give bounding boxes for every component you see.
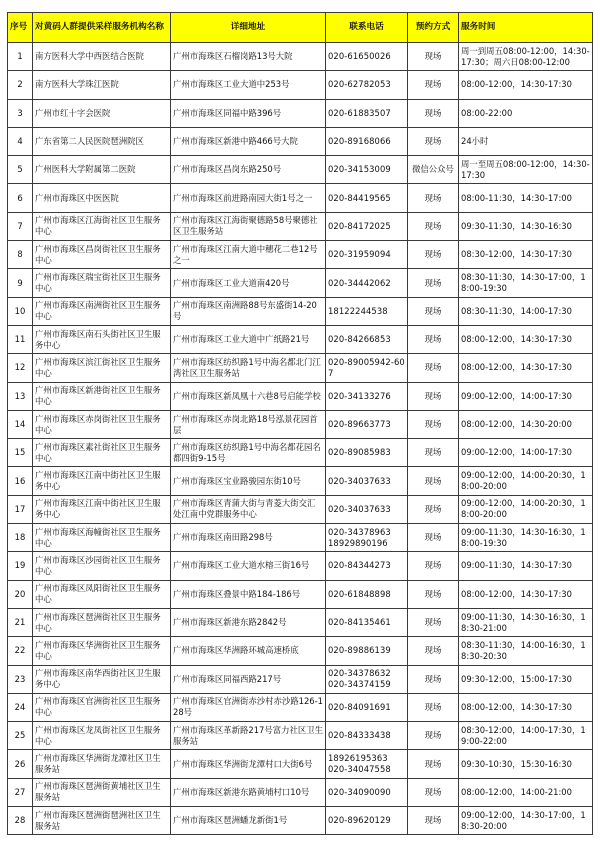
table-row	[8, 212, 593, 240]
booking-method: 现场	[408, 71, 459, 99]
site-address: 广州市海珠区南田路298号	[171, 524, 326, 552]
booking-method: 现场	[408, 127, 459, 155]
table-row	[8, 354, 593, 382]
site-address: 广州市海珠区纺织路1号中海名都花园名都四街9-15号	[171, 439, 326, 467]
site-phone	[326, 241, 408, 269]
header-index: 序号	[8, 13, 33, 43]
row-index: 20	[8, 580, 33, 608]
row-index: 16	[8, 467, 33, 495]
table-row	[8, 439, 593, 467]
row-index: 19	[8, 552, 33, 580]
row-index: 3	[8, 99, 33, 127]
phone-number: 020-61650026	[328, 51, 391, 62]
site-name: 广州市海珠区滨江街社区卫生服务中心	[33, 354, 171, 382]
site-address: 广州市海珠区纺织路1号中海名都北门江湾社区卫生服务站	[171, 354, 326, 382]
booking-method: 现场	[408, 269, 459, 297]
site-name: 广州市海珠区海幢街社区卫生服务中心	[33, 524, 171, 552]
site-address: 广州市海珠区琶洲蟠龙新街1号	[171, 807, 326, 835]
table-row	[8, 665, 593, 693]
table-row	[8, 778, 593, 806]
phone-number: 020-62782053	[328, 79, 391, 90]
header-booking: 预约方式	[408, 13, 459, 43]
booking-method: 现场	[408, 693, 459, 721]
phone-number: 020-84266853	[328, 334, 391, 345]
phone-number: 020-84172025	[328, 220, 391, 231]
site-phone	[326, 71, 408, 99]
booking-method: 现场	[408, 241, 459, 269]
booking-method: 现场	[408, 325, 459, 353]
phone-number: 020-89085983	[328, 447, 391, 458]
site-address: 广州市海珠区前进路南园大街1号之一	[171, 184, 326, 212]
row-index: 28	[8, 807, 33, 835]
phone-number: 020-34374159	[328, 679, 391, 690]
site-phone	[326, 410, 408, 438]
booking-method: 现场	[408, 524, 459, 552]
phone-number: 020-84333438	[328, 730, 391, 741]
phone-number: 020-89663773	[328, 419, 391, 429]
site-name: 广州医科大学附属第二医院	[33, 156, 171, 184]
row-index: 26	[8, 750, 33, 778]
site-address: 广州市海珠区新港中路466号大院	[171, 127, 326, 155]
site-name: 广州市海珠区素社街社区卫生服务中心	[33, 439, 171, 467]
table-row	[8, 297, 593, 325]
table-row	[8, 410, 593, 438]
site-phone	[326, 807, 408, 835]
table-row	[8, 722, 593, 750]
site-phone	[326, 269, 408, 297]
booking-method: 现场	[408, 467, 459, 495]
booking-method: 现场	[408, 665, 459, 693]
header-name: 对黄码人群提供采样服务机构名称	[33, 13, 171, 43]
row-index: 11	[8, 325, 33, 353]
phone-number: 020-61848898	[328, 588, 391, 599]
site-name: 南方医科大学珠江医院	[33, 71, 171, 99]
site-address: 广州市海珠区工业大道南420号	[171, 269, 326, 297]
site-name: 广州市海珠区官洲街社区卫生服务中心	[33, 693, 171, 721]
site-address: 广州市海珠区南洲路88号东盛街14-20号	[171, 297, 326, 325]
service-hours: 08:00-12:00，14:00-21:00	[459, 778, 593, 806]
site-name: 广州市海珠区琶洲街琶洲社区卫生服务站	[33, 807, 171, 835]
service-hours: 09:00-11:30，14:30-17:30	[459, 552, 593, 580]
booking-method: 现场	[408, 722, 459, 750]
site-phone	[326, 608, 408, 636]
booking-method: 现场	[408, 580, 459, 608]
table-row	[8, 608, 593, 636]
site-phone	[326, 43, 408, 71]
table-row	[8, 269, 593, 297]
service-hours: 08:00-12:00，14:30-20:00	[459, 410, 593, 438]
booking-method: 现场	[408, 807, 459, 835]
service-hours: 09:30-12:00，15:00-17:30	[459, 665, 593, 693]
site-address: 广州市海珠区革新路217号富力社区卫生服务站	[171, 722, 326, 750]
site-name: 广东省第二人民医院琶洲院区	[33, 127, 171, 155]
phone-number: 020-89168066	[328, 136, 391, 147]
site-address: 广州市海珠区江海街聚德路58号聚德社区卫生服务站	[171, 212, 326, 240]
booking-method: 现场	[408, 410, 459, 438]
service-hours: 08:30-11:30，14:00-17:30	[459, 297, 593, 325]
row-index: 6	[8, 184, 33, 212]
row-index: 21	[8, 608, 33, 636]
site-name: 南方医科大学中西医结合医院	[33, 43, 171, 71]
site-address: 广州市海珠区华洲路环城高速桥底	[171, 637, 326, 665]
table-row	[8, 127, 593, 155]
service-hours: 08:00-11:30，14:30-17:00	[459, 184, 593, 212]
phone-number: 020-34037633	[328, 475, 391, 486]
site-name: 广州市红十字会医院	[33, 99, 171, 127]
service-hours: 24小时	[459, 127, 593, 155]
sampling-sites-sheet	[7, 12, 593, 835]
site-name: 广州市海珠区南洲街社区卫生服务中心	[33, 297, 171, 325]
site-phone	[326, 580, 408, 608]
site-address: 广州市海珠区石榴岗路13号大院	[171, 43, 326, 71]
table-row	[8, 99, 593, 127]
site-phone	[326, 297, 408, 325]
table-row	[8, 184, 593, 212]
service-hours: 08:00-22:00	[459, 99, 593, 127]
phone-number: 020-34133276	[328, 390, 391, 401]
phone-number: 020-34153009	[328, 164, 391, 175]
sampling-sites-table	[7, 12, 593, 835]
site-name: 广州市海珠区华洲街社区卫生服务中心	[33, 637, 171, 665]
table-header-row	[8, 13, 593, 43]
table-row	[8, 325, 593, 353]
booking-method: 现场	[408, 382, 459, 410]
table-row	[8, 71, 593, 99]
row-index: 25	[8, 722, 33, 750]
site-phone	[326, 778, 408, 806]
row-index: 7	[8, 212, 33, 240]
booking-method: 现场	[408, 212, 459, 240]
booking-method: 微信公众号	[408, 156, 459, 184]
site-name: 广州市海珠区江南中街社区卫生服务中心	[33, 495, 171, 523]
service-hours: 09:00-11:30，14:30-16:30，18:30-21:00	[459, 608, 593, 636]
service-hours: 09:00-12:00，14:00-17:30	[459, 382, 593, 410]
table-row	[8, 693, 593, 721]
service-hours: 08:00-12:00，14:30-17:30	[459, 354, 593, 382]
row-index: 12	[8, 354, 33, 382]
row-index: 10	[8, 297, 33, 325]
service-hours: 09:30-10:30，15:30-16:30	[459, 750, 593, 778]
table-body	[8, 43, 593, 835]
service-hours: 08:30-11:30，14:00-16:30，18:30-20:30	[459, 637, 593, 665]
table-row	[8, 524, 593, 552]
row-index: 4	[8, 127, 33, 155]
site-name: 广州市海珠区赤岗街社区卫生服务中心	[33, 410, 171, 438]
header-hours: 服务时间	[459, 13, 593, 43]
header-address: 详细地址	[171, 13, 326, 43]
site-address: 广州市海珠区江南大道中穗花二巷12号之一	[171, 241, 326, 269]
booking-method: 现场	[408, 99, 459, 127]
site-phone	[326, 99, 408, 127]
site-phone	[326, 127, 408, 155]
table-row	[8, 156, 593, 184]
site-name: 广州市海珠区江海街社区卫生服务中心	[33, 212, 171, 240]
service-hours: 08:30-12:00，14:30-17:30	[459, 241, 593, 269]
site-address: 广州市海珠区叠景中路184-186号	[171, 580, 326, 608]
row-index: 15	[8, 439, 33, 467]
row-index: 27	[8, 778, 33, 806]
booking-method: 现场	[408, 354, 459, 382]
site-name: 广州市海珠区琶洲街社区卫生服务中心	[33, 608, 171, 636]
site-address: 广州市海珠区官洲街赤沙村赤沙路126-128号	[171, 693, 326, 721]
service-hours: 周一至周五08:00-12:00，14:30-17:30	[459, 156, 593, 184]
service-hours: 09:00-12:00，14:30-17:00，18:30-20:00	[459, 807, 593, 835]
row-index: 2	[8, 71, 33, 99]
table-row	[8, 807, 593, 835]
row-index: 8	[8, 241, 33, 269]
service-hours: 08:30-11:30，14:30-17:00，18:00-19:30	[459, 269, 593, 297]
site-name: 广州市海珠区昌岗街社区卫生服务中心	[33, 241, 171, 269]
service-hours: 09:00-11:30，14:30-16:30，18:00-19:30	[459, 524, 593, 552]
booking-method: 现场	[408, 552, 459, 580]
phone-number: 18926195363	[328, 753, 388, 764]
site-name: 广州市海珠区瑞宝街社区卫生服务中心	[33, 269, 171, 297]
site-address: 广州市海珠区工业大道水榕三街16号	[171, 552, 326, 580]
row-index: 14	[8, 410, 33, 438]
phone-number: 020-84091691	[328, 701, 391, 712]
header-phone: 联系电话	[326, 13, 408, 43]
site-phone	[326, 156, 408, 184]
service-hours: 09:30-11:30，14:30-16:30	[459, 212, 593, 240]
site-phone	[326, 212, 408, 240]
phone-number: 020-89620129	[328, 815, 391, 826]
phone-number: 020-84135461	[328, 617, 391, 628]
table-row	[8, 637, 593, 665]
site-phone	[326, 495, 408, 523]
phone-number: 18122244538	[328, 305, 388, 316]
service-hours: 09:00-12:00，14:00-20:30，18:00-20:00	[459, 495, 593, 523]
site-phone	[326, 665, 408, 693]
site-phone	[326, 354, 408, 382]
phone-number: 020-89005942-607	[328, 356, 405, 378]
site-phone	[326, 637, 408, 665]
site-name: 广州市海珠区中医医院	[33, 184, 171, 212]
phone-number: 020-84344273	[328, 560, 391, 571]
site-phone	[326, 524, 408, 552]
site-address: 广州市海珠区宝业路骏园东街10号	[171, 467, 326, 495]
site-address: 广州市海珠区新凤凰十六巷8号启能学校	[171, 382, 326, 410]
booking-method: 现场	[408, 778, 459, 806]
row-index: 13	[8, 382, 33, 410]
service-hours: 09:00-12:00，14:00-17:30	[459, 439, 593, 467]
row-index: 5	[8, 156, 33, 184]
site-phone	[326, 750, 408, 778]
phone-number: 020-34047558	[328, 764, 391, 775]
site-address: 广州市海珠区青蒲大街与青菱大街交汇处江南中党群服务中心	[171, 495, 326, 523]
service-hours: 08:00-12:00，14:30-17:30	[459, 580, 593, 608]
row-index: 17	[8, 495, 33, 523]
site-name: 广州市海珠区南华西街社区卫生服务中心	[33, 665, 171, 693]
service-hours: 08:00-12:00，14:30-17:30	[459, 71, 593, 99]
row-index: 24	[8, 693, 33, 721]
booking-method: 现场	[408, 750, 459, 778]
site-address: 广州市海珠区同福中路396号	[171, 99, 326, 127]
booking-method: 现场	[408, 43, 459, 71]
site-phone	[326, 552, 408, 580]
phone-number: 020-61883507	[328, 107, 391, 118]
service-hours: 08:00-12:00，14:30-17:30	[459, 325, 593, 353]
site-address: 广州市海珠区新港东路2842号	[171, 608, 326, 636]
phone-number: 020-34378963	[328, 526, 391, 537]
phone-number: 18929890196	[328, 537, 388, 548]
site-phone	[326, 722, 408, 750]
site-phone	[326, 184, 408, 212]
row-index: 1	[8, 43, 33, 71]
site-name: 广州市海珠区龙凤街社区卫生服务中心	[33, 722, 171, 750]
service-hours: 08:30-12:00，14:00-17:30，19:00-22:00	[459, 722, 593, 750]
site-name: 广州市海珠区凤阳街社区卫生服务中心	[33, 580, 171, 608]
booking-method: 现场	[408, 608, 459, 636]
site-address: 广州市海珠区同福西路217号	[171, 665, 326, 693]
phone-number: 020-34037633	[328, 503, 391, 514]
site-address: 广州市海珠区昌岗东路250号	[171, 156, 326, 184]
phone-number: 020-34090090	[328, 786, 391, 797]
site-phone	[326, 382, 408, 410]
phone-number: 020-34442062	[328, 277, 391, 288]
table-row	[8, 241, 593, 269]
service-hours: 08:00-12:00，14:30-17:30	[459, 693, 593, 721]
table-row	[8, 750, 593, 778]
booking-method: 现场	[408, 184, 459, 212]
site-phone	[326, 693, 408, 721]
table-row	[8, 43, 593, 71]
site-name: 广州市海珠区华洲街龙潭社区卫生服务站	[33, 750, 171, 778]
row-index: 9	[8, 269, 33, 297]
table-row	[8, 382, 593, 410]
site-name: 广州市海珠区南石头街社区卫生服务中心	[33, 325, 171, 353]
site-address: 广州市海珠区工业大道中广纸路21号	[171, 325, 326, 353]
site-address: 广州市海珠区工业大道中253号	[171, 71, 326, 99]
site-phone	[326, 467, 408, 495]
site-address: 广州市海珠区新港东路黄埔村口10号	[171, 778, 326, 806]
row-index: 18	[8, 524, 33, 552]
row-index: 22	[8, 637, 33, 665]
booking-method: 现场	[408, 637, 459, 665]
table-row	[8, 495, 593, 523]
booking-method: 现场	[408, 495, 459, 523]
service-hours: 周一到周五08:00-12:00，14:30-17:30；周六日08:00-12:00	[459, 43, 593, 71]
site-address: 广州市海珠区赤岗北路18号泓景花园首层	[171, 410, 326, 438]
site-name: 广州市海珠区江南中街社区卫生服务中心	[33, 467, 171, 495]
site-phone	[326, 439, 408, 467]
phone-number: 020-89886139	[328, 645, 391, 656]
row-index: 23	[8, 665, 33, 693]
phone-number: 020-31959094	[328, 249, 391, 260]
booking-method: 现场	[408, 439, 459, 467]
phone-number: 020-84419565	[328, 192, 391, 203]
site-name: 广州市海珠区新港街社区卫生服务中心	[33, 382, 171, 410]
phone-number: 020-34378632	[328, 668, 391, 679]
booking-method: 现场	[408, 297, 459, 325]
table-row	[8, 580, 593, 608]
table-row	[8, 552, 593, 580]
service-hours: 09:00-12:00，14:00-20:30，18:00-20:00	[459, 467, 593, 495]
site-phone	[326, 325, 408, 353]
site-name: 广州市海珠区沙园街社区卫生服务中心	[33, 552, 171, 580]
table-row	[8, 467, 593, 495]
site-name: 广州市海珠区琶洲街黄埔社区卫生服务站	[33, 778, 171, 806]
site-address: 广州市海珠区华洲街龙潭村口大街6号	[171, 750, 326, 778]
